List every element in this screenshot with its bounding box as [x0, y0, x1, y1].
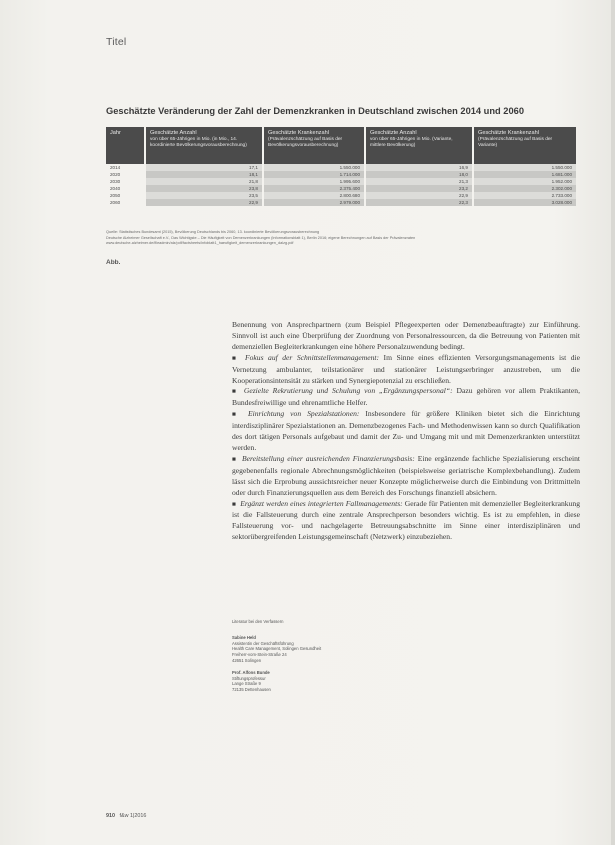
- table-cell: 18,0: [366, 171, 474, 178]
- author-line: Health Care Management, Solingen Gesundheit: [232, 646, 322, 652]
- table-cell: 2040: [106, 185, 146, 192]
- page-number: 910: [106, 813, 115, 819]
- table-cell: 16,9: [366, 164, 474, 171]
- table-cell: 1.714.000: [264, 171, 366, 178]
- table-cell: 1.681.000: [474, 171, 576, 178]
- dementia-table: [106, 127, 576, 206]
- table-cell: 2050: [106, 192, 146, 199]
- source-note: www.deutsche-alzheimer.de/fileadmin/alz/pdf/factsheets/infoblatt1_haeufigkeit_demenzerkrankungen_dalzg.pdf: [106, 241, 294, 246]
- table-cell: 22,9: [146, 199, 264, 206]
- bullet-text: Insbesondere für größere Kliniken bietet sich die Einrichtung interdisziplinärer Spezialstationen an. Demenzbezogenes Fach- und Methodenwissen kann so durch Qualifikation des dort tätigen Personals aufgebaut und damit der Zu- und Umgang mit und mit Demenzerkrankten unterstützt werden.: [232, 409, 580, 452]
- bullet-text: Dazu gehören vor allem Praktikanten, Bundesfreiwillige und ehrenamtliche Helfer.: [232, 386, 580, 408]
- author-line: Freiherr-vom-Stein-Straße 24: [232, 652, 287, 658]
- author-line: 72135 Dettenhausen: [232, 687, 271, 693]
- author-info: [232, 619, 482, 693]
- table-cell: 2.800.680: [264, 192, 366, 199]
- table-cell: 2020: [106, 171, 146, 178]
- table-cell: 1.995.600: [264, 178, 366, 185]
- author-line: Stiftungsprofessur: [232, 675, 266, 681]
- figure-label: Abb.: [106, 259, 121, 266]
- table-row: [106, 185, 576, 192]
- bullet-lead: Einrichtung von Spezialstationen:: [247, 409, 360, 419]
- source-note: Deutsche Alzheimer Gesellschaft e.V., Das Wichtigste – Die Häufigkeit von Demenzerkrankungen (Informationsblatt 1), Berlin 2016; eigene Berechnungen auf Basis der Prävalenzraten: [106, 235, 416, 240]
- bullet-item: [232, 409, 580, 454]
- running-head: Titel: [106, 36, 127, 48]
- bullet-item: [232, 353, 580, 387]
- bullet-item: [232, 386, 580, 409]
- body-paragraph: Benennung von Ansprechpartnern (zum Beispiel Pflegeexperten oder Demenzbeauftragte) zur Einführung. Sinnvoll ist auch eine Überprüfung der Zuordnung von Personalressourcen, da die Betreuung von Patienten mit demenziellen Begleiterkrankungen eine höhere Personalzuwendung bedingt.: [232, 320, 580, 351]
- article-body: [232, 320, 580, 543]
- table-source-notes: [106, 230, 576, 247]
- table-cell: 3.028.000: [474, 199, 576, 206]
- table-cell: 1.550.000: [264, 164, 366, 171]
- column-header: Geschätzte Krankenzahl (Prävalenzschätzung auf Basis der Variante): [474, 127, 576, 164]
- figure-title: Geschätzte Veränderung der Zahl der Demenzkranken in Deutschland zwischen 2014 und 2060: [106, 106, 524, 116]
- table-cell: 23,8: [146, 185, 264, 192]
- bullet-text: Gerade für Patienten mit demenzieller Begleiterkrankung ist die Fallsteuerung durch eine zentrale Ansprechperson besonders wichtig. Es ist zu empfehlen, in diese Fallsteuerung vor- und nachgelagerte Betreuungsabschnitte im Sinne einer interdisziplinären und sektorübergreifenden Leistungsgemeinschaft (Netzwerk) einzubeziehen.: [232, 498, 580, 542]
- table-row: [106, 171, 576, 178]
- column-header: Jahr: [106, 127, 146, 164]
- table-cell: 1.952.000: [474, 178, 576, 185]
- column-header: Geschätzte Anzahl von über 65-Jährigen in Mio. (in Mio., 14. koordinierte Bevölkerungsvorausberechnung): [146, 127, 264, 164]
- bullet-lead: Ergänzt werden eines integrierten Fallmanagements:: [240, 498, 403, 508]
- issue-label: f&w 1|2016: [119, 813, 147, 819]
- column-header: Geschätzte Krankenzahl (Prävalenzschätzung auf Basis der Bevölkerungsvorausberechnung): [264, 127, 366, 164]
- table-row: [106, 178, 576, 185]
- author-line: Lange Straße 9: [232, 681, 261, 687]
- literature-note: Literatur bei den Verfassern: [232, 619, 284, 624]
- bullet-lead: Fokus auf der Schnittstellenmanagement:: [245, 352, 380, 362]
- bullet-text: Im Sinne eines effizienten Versorgungsmanagements ist die Vernetzung ambulanter, teilstationärer und stationärer Leistungserbringer anzustreben, um die Kooperationsintensität zu stärken und Synergiepotenzial zu erschließen.: [232, 352, 580, 385]
- square-bullet-icon: ■: [232, 388, 238, 396]
- table-cell: 2.733.000: [474, 192, 576, 199]
- bullet-text: Eine ergänzende fachliche Spezialisierung erscheint gegebenenfalls regionale Abrechnungsmöglichkeiten (beispielsweise geriatrische Komplexbehandlung). Zudem lässt sich die Erprobung aussichtsreicher neuer Konzepte möglicherweise durch die Einbindung von Drittmitteln oder durch Finanzierungsquellen aus dem Bereich des Forschungs finanziell absichern.: [232, 453, 580, 497]
- square-bullet-icon: ■: [232, 354, 239, 362]
- column-header: Geschätzte Anzahl von über 65-Jährigen in Mio. (Variante, mittlere Bevölkerung): [366, 127, 474, 164]
- table-cell: 22,9: [366, 192, 474, 199]
- table-row: [106, 199, 576, 206]
- square-bullet-icon: ■: [232, 455, 237, 463]
- bullet-item: [232, 499, 580, 544]
- data-table-wrapper: [106, 127, 576, 206]
- table-cell: 2014: [106, 164, 146, 171]
- author-line: 42651 Solingen: [232, 657, 262, 663]
- table-cell: 23,2: [366, 185, 474, 192]
- author-name: Prof. Alfons Bunde: [232, 669, 270, 675]
- table-cell: 18,1: [146, 171, 264, 178]
- table-cell: 1.550.000: [474, 164, 576, 171]
- author-name: Sabine Held: [232, 634, 256, 640]
- table-cell: 2.979.000: [264, 199, 366, 206]
- table-cell: 22,3: [366, 199, 474, 206]
- table-cell: 2.375.400: [264, 185, 366, 192]
- source-note: Quelle: Statistisches Bundesamt (2015), Bevölkerung Deutschlands bis 2060, 13. koordinierte Bevölkerungsvorausberechnung: [106, 230, 320, 234]
- bullet-lead: Bereitstellung einer ausreichenden Finanzierungsbasis:: [241, 453, 415, 463]
- table-row: [106, 192, 576, 199]
- table-header-row: [106, 127, 576, 164]
- table-cell: 17,1: [146, 164, 264, 171]
- bullet-lead: Gezielte Rekrutierung und Schulung von „Ergänzungspersonal“:: [243, 386, 453, 396]
- page-footer: [106, 813, 146, 819]
- table-cell: 23,5: [146, 192, 264, 199]
- table-cell: 2030: [106, 178, 146, 185]
- bullet-item: [232, 454, 580, 499]
- square-bullet-icon: ■: [232, 500, 237, 508]
- table-cell: 21,3: [366, 178, 474, 185]
- page-edge: [611, 0, 615, 845]
- table-row: [106, 164, 576, 171]
- table-cell: 2060: [106, 199, 146, 206]
- table-cell: 21,8: [146, 178, 264, 185]
- square-bullet-icon: ■: [232, 411, 240, 419]
- author-line: Assistentin der Geschäftsführung: [232, 640, 294, 646]
- table-cell: 2.302.000: [474, 185, 576, 192]
